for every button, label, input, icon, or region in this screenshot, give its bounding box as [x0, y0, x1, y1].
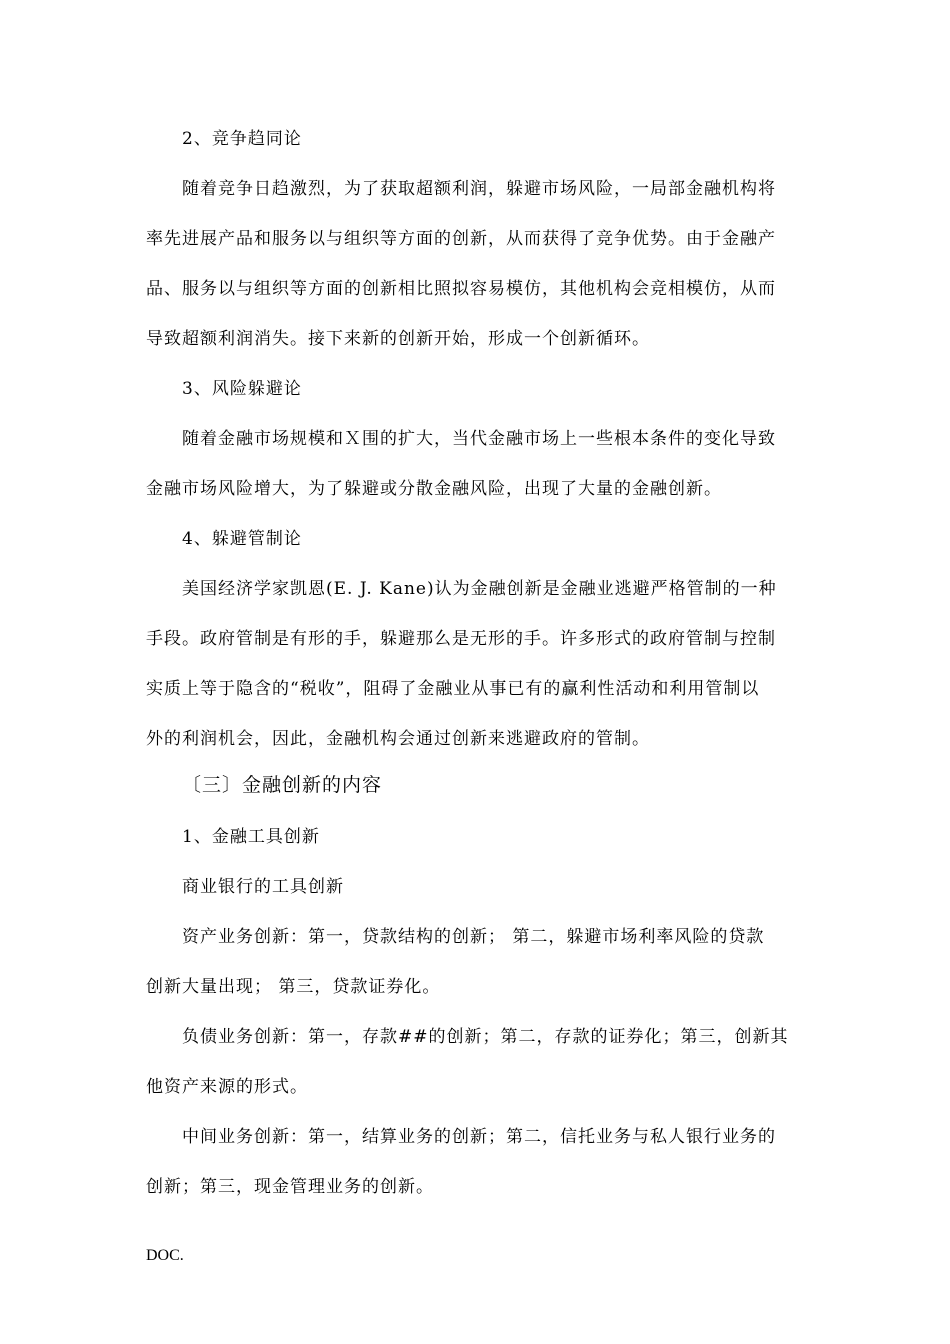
subheading-risk-avoidance: 3、风险躲避论 [182, 379, 302, 399]
paragraph-line: 导致超额利润消失。接下来新的创新开始，形成一个创新循环。 [146, 329, 650, 349]
page-footer: DOC. [146, 1247, 184, 1264]
paragraph-line: 资产业务创新：第一，贷款结构的创新； 第二，躲避市场利率风险的贷款 [182, 927, 765, 947]
paragraph-line: 实质上等于隐含的“税收”，阻碍了金融业从事已有的赢利性活动和利用管制以 [146, 679, 760, 699]
paragraph-line: 外的利润机会，因此，金融机构会通过创新来逃避政府的管制。 [146, 729, 650, 749]
section-heading: 〔三〕金融创新的内容 [182, 774, 383, 796]
paragraph-line: 负债业务创新：第一，存款##的创新；第二，存款的证券化；第三，创新其 [182, 1027, 789, 1047]
paragraph-line: 他资产来源的形式。 [146, 1077, 308, 1097]
subheading-financial-instruments: 1、金融工具创新 [182, 827, 320, 847]
paragraph-line: 创新；第三，现金管理业务的创新。 [146, 1177, 434, 1197]
paragraph-line: 美国经济学家凯恩(E. J. Kane)认为金融创新是金融业逃避严格管制的一种 [182, 579, 777, 599]
paragraph-line: 率先进展产品和服务以与组织等方面的创新，从而获得了竞争优势。由于金融产 [146, 229, 776, 249]
paragraph-line: 随着金融市场规模和Ｘ围的扩大，当代金融市场上一些根本条件的变化导致 [182, 429, 776, 449]
paragraph-line: 品、服务以与组织等方面的创新相比照拟容易模仿，其他机构会竞相模仿，从而 [146, 279, 776, 299]
subheading-commercial-bank-instruments: 商业银行的工具创新 [182, 877, 344, 897]
paragraph-line: 手段。政府管制是有形的手，躲避那么是无形的手。许多形式的政府管制与控制 [146, 629, 776, 649]
subheading-regulation-avoidance: 4、躲避管制论 [182, 529, 302, 549]
paragraph-line: 金融市场风险增大，为了躲避或分散金融风险，出现了大量的金融创新。 [146, 479, 722, 499]
paragraph-line: 随着竞争日趋激烈，为了获取超额利润，躲避市场风险，一局部金融机构将 [182, 179, 776, 199]
paragraph-line: 中间业务创新：第一，结算业务的创新；第二，信托业务与私人银行业务的 [182, 1127, 776, 1147]
subheading-competition-convergence: 2、竞争趋同论 [182, 129, 302, 149]
paragraph-line: 创新大量出现； 第三，贷款证券化。 [146, 977, 441, 997]
